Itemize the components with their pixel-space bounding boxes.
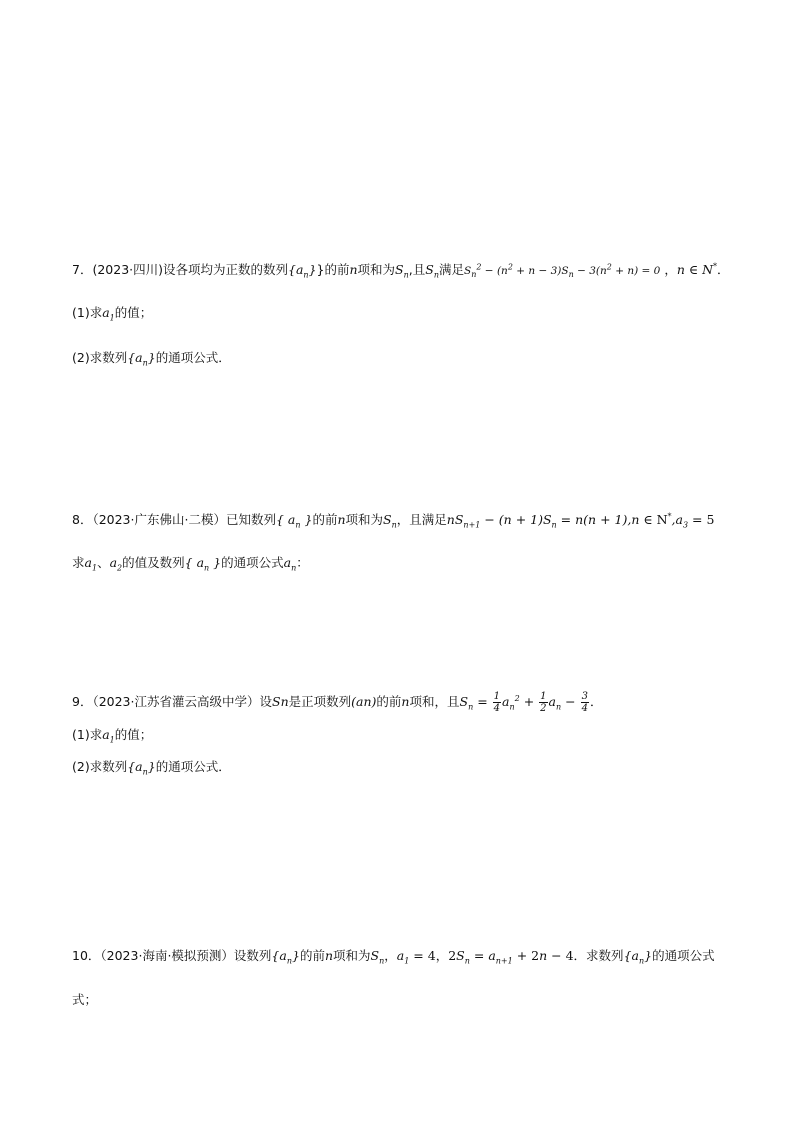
q10-n: n — [324, 948, 334, 963]
q9-t3: 项和，且 — [409, 694, 460, 709]
q8-seq-a: { $a_n$ } — [275, 512, 313, 530]
q10-t1: 的前 — [299, 948, 325, 963]
q9-part1: (1)求 — [72, 727, 103, 742]
q7-sn: $S_n$ — [395, 262, 409, 280]
q7-part1: (1)求 — [72, 305, 103, 320]
q8-a1: $a_1$ — [84, 555, 98, 573]
q7-a1: $a_1$ — [102, 305, 115, 323]
q8-prefix: 8．（2023·广东佛山·二模）已知数列 — [72, 512, 276, 527]
q9-sn: Sn — [272, 694, 289, 709]
q9-frac-1: $\frac{1}{4}$ — [493, 691, 501, 714]
q10-seq-a-2: $\{a_n\}$ — [623, 948, 653, 966]
q9-a1: $a_1$ — [102, 727, 115, 745]
q9-part2-tail: 的通项公式． — [155, 759, 231, 774]
q10-t6: 的通项公式 — [652, 948, 715, 963]
q8-line2-d: 的通项公式 — [221, 555, 284, 570]
q7-part2-tail: 的通项公式． — [155, 350, 231, 365]
q9-seq-a: $\{a_n\}$ — [127, 759, 156, 777]
q8-t1: 的前 — [312, 512, 338, 527]
q10-prefix: 10．（2023·海南·模拟预测）设数列 — [72, 948, 272, 963]
q9-t1: 是正项数列 — [288, 694, 352, 709]
question-9-part-1 — [72, 725, 734, 745]
question-9-line-1: 9．（2023·江苏省灌云高级中学）设Sn是正项数列(an)的前n项和，且$S_n$ = $\frac{1}{4}$ $a_n^2$ + $\frac{1}{2}$ $a_n$ − $\frac{3}{4}$ ． — [72, 691, 603, 714]
q10-a1: $a_1 = 4$ — [396, 948, 436, 966]
q8-an: $a_n$ — [283, 555, 297, 573]
q8-line2-b: 、 — [97, 555, 110, 570]
question-10-line-1 — [72, 946, 734, 966]
q9-frac-3: $\frac{3}{4}$ — [581, 691, 588, 714]
q8-line2-c: 的值及数列 — [122, 555, 185, 570]
q7-t2: 项和为 — [357, 262, 396, 277]
q8-line2-a: 求 — [72, 555, 85, 570]
q7-n: n — [349, 262, 358, 277]
q7-prefix: 7．(2023·四川)设各项均为正数的数列 — [72, 262, 288, 277]
q9-part1-tail: 的值； — [114, 727, 153, 742]
q7-cond: ，n ∈ N*． — [660, 261, 730, 277]
q10-seq-a: $\{a_n\}$ — [271, 948, 300, 966]
q10-t5: ．求数列 — [573, 948, 624, 963]
q10-sn: $S_n$ — [370, 948, 385, 966]
q10-t4: ， — [435, 948, 449, 963]
q9-frac-2: $\frac{1}{2}$ — [540, 691, 547, 714]
question-10-line-2 — [72, 990, 734, 1010]
q7-seq-a-2: $\{a_n\}$ — [127, 350, 156, 368]
q8-a2: $a_2$ — [109, 555, 123, 573]
q9-equation: $S_n$ = $\frac{1}{4}$ $a_n^2$ + $\frac{1}{2}$ $a_n$ − $\frac{3}{4}$ — [459, 691, 588, 714]
q7-seq-a: $\{a_n\}$ — [288, 262, 317, 280]
q9-part2: (2)求数列 — [72, 759, 128, 774]
q7-part2: (2)求数列 — [72, 350, 128, 365]
question-9-part-2 — [72, 757, 734, 777]
q7-equation: $S_n^2 - (n^2 + n - 3)S_n - 3(n^2 + n) = 0$ — [464, 262, 661, 280]
question-8-line-1 — [72, 510, 734, 530]
q9-an: (an) — [351, 694, 377, 709]
q7-sn-2: $S_n$ — [425, 262, 439, 280]
q8-n: n — [337, 512, 346, 527]
q9-t2: 的前 — [376, 694, 402, 709]
q10-t3: ， — [384, 948, 397, 963]
q8-sn: $S_n$ — [383, 512, 397, 530]
q8-t3: ，且满足 — [396, 512, 447, 527]
question-7-part-1 — [72, 303, 734, 323]
q10-equation: $2S_n = a_{n+1} + 2n - 4$ — [448, 948, 574, 966]
q10-t2: 项和为 — [333, 948, 371, 963]
q8-seq-a-2: { $a_n$ } — [184, 555, 222, 573]
q7-part1-tail: 的值； — [114, 305, 153, 320]
question-8-line-2 — [72, 553, 734, 573]
q7-t4: 满足 — [439, 262, 465, 277]
q8-equation: $nS_{n+1} - (n + 1)S_n = n(n + 1),n$ ∈ $N^*,a_3 = 5$ — [446, 511, 715, 530]
q8-line2-e: ： — [296, 555, 309, 570]
q7-t3: ,且 — [408, 262, 426, 277]
q9-n: n — [401, 694, 410, 709]
q10-line2: 式； — [72, 992, 98, 1007]
q7-t1: }的前 — [316, 262, 350, 277]
q8-t2: 项和为 — [345, 512, 384, 527]
q9-prefix: 9．（2023·江苏省灌云高级中学）设 — [72, 694, 272, 709]
question-7-part-2 — [72, 348, 734, 368]
question-7-line-1 — [72, 260, 734, 281]
